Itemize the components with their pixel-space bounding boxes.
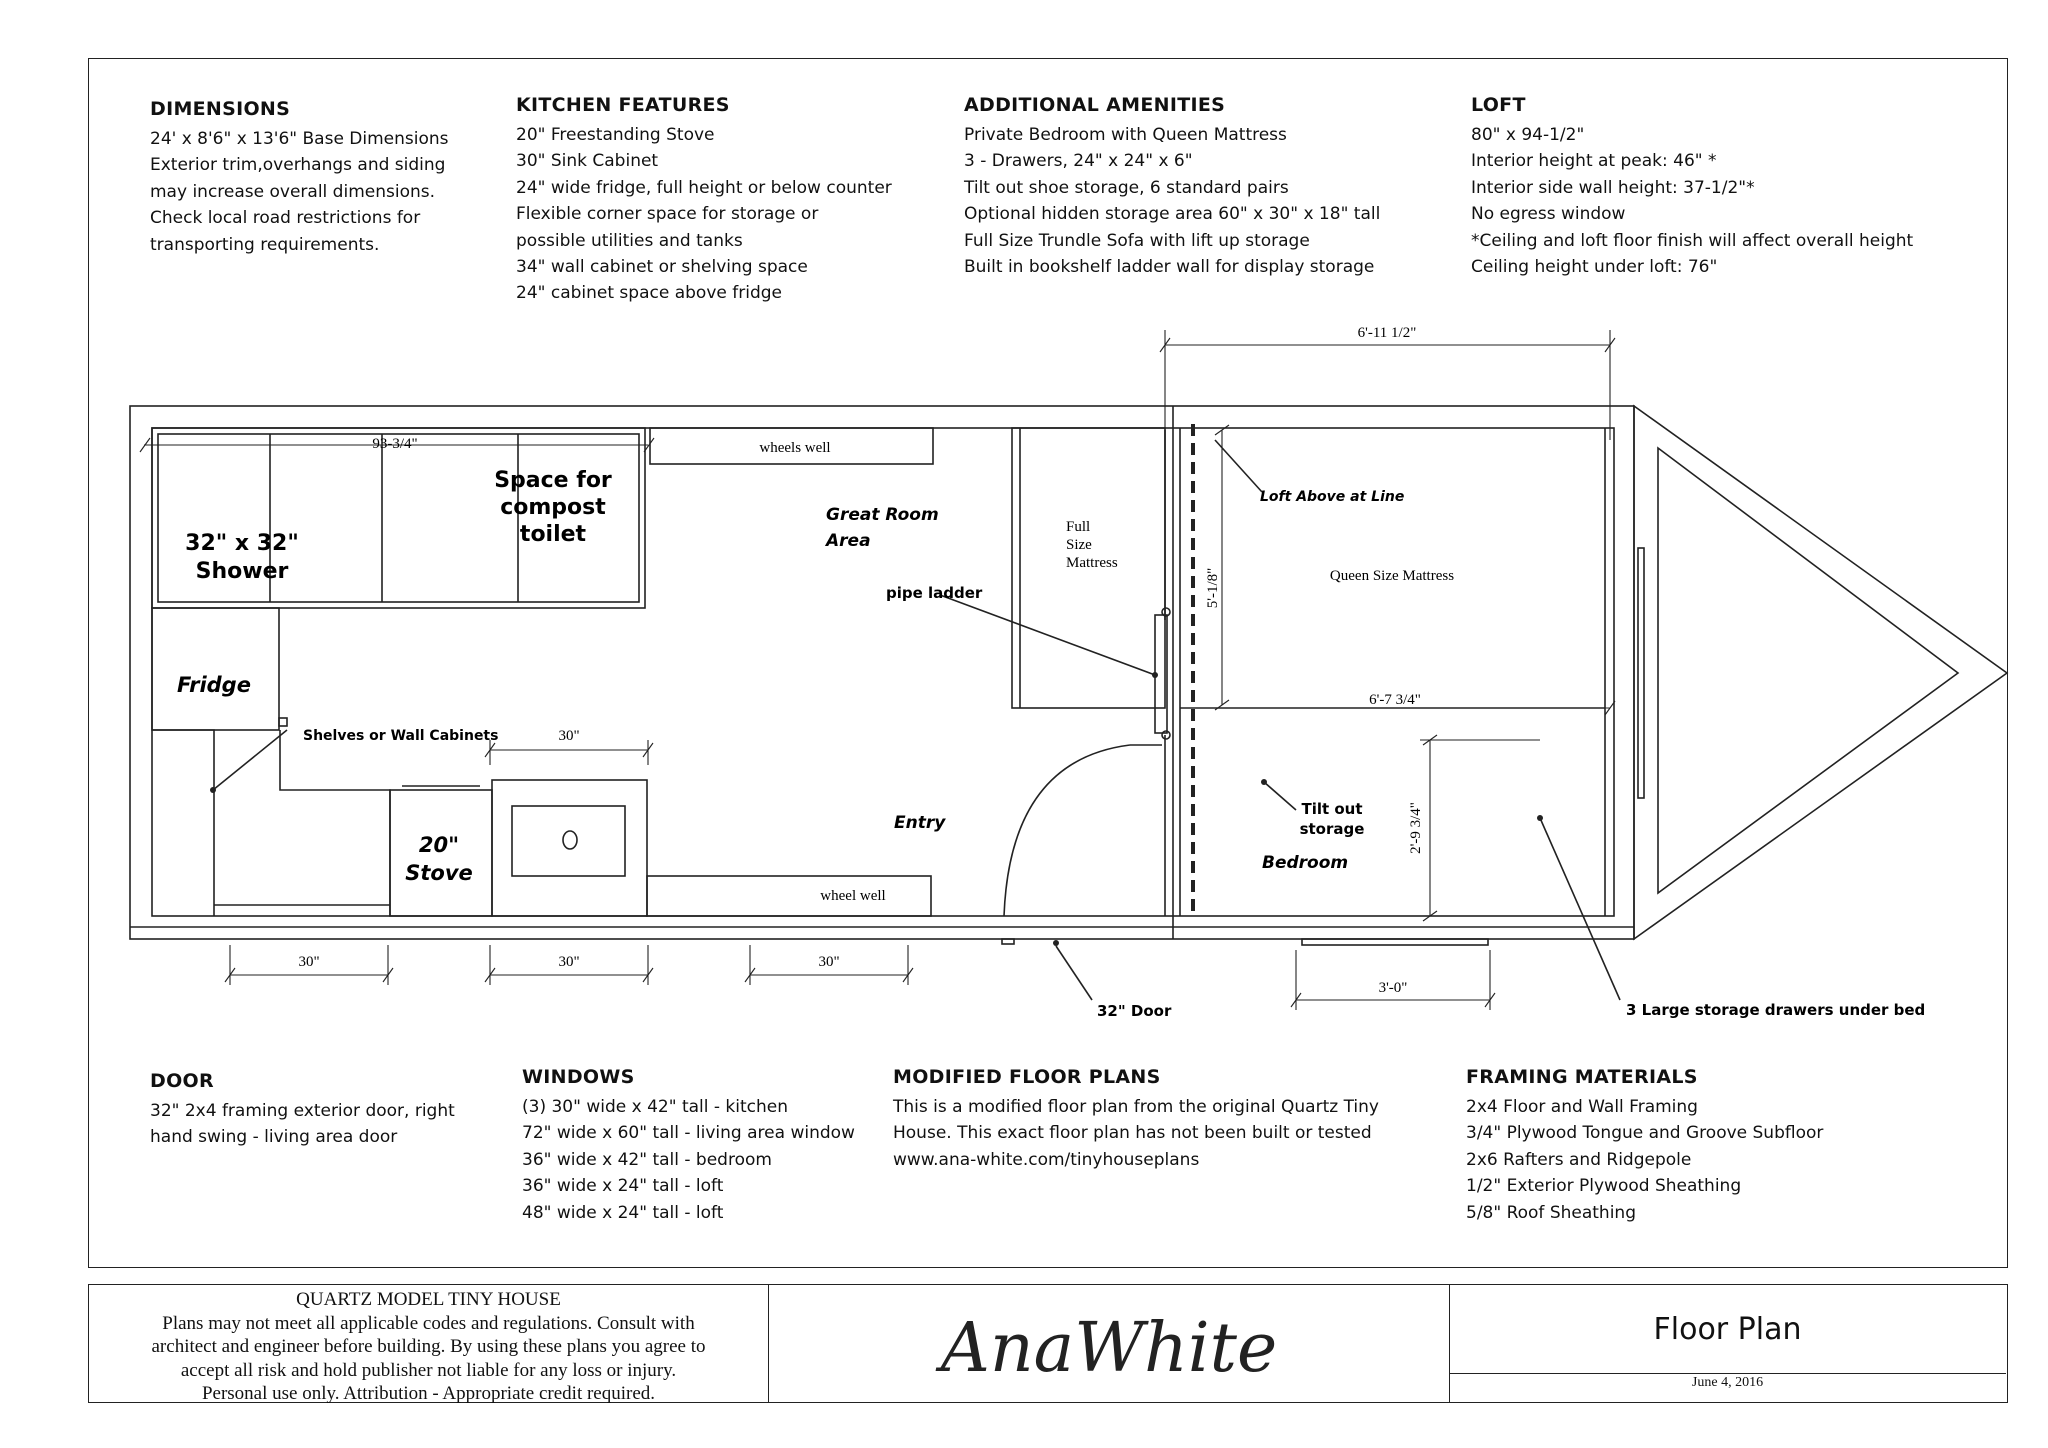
logo-text: AnaWhite <box>940 1309 1278 1388</box>
kitchen-features-heading: KITCHEN FEATURES <box>516 94 730 116</box>
windows-line: 72" wide x 60" tall - living area window <box>522 1123 855 1144</box>
sheet-date: June 4, 2016 <box>1691 1375 1764 1390</box>
windows-line: 48" wide x 24" tall - loft <box>522 1202 724 1223</box>
fridge <box>152 608 279 730</box>
sink-cabinet <box>492 780 647 916</box>
loft-line: Interior height at peak: 46" * <box>1471 151 1717 172</box>
kitchen-line: Flexible corner space for storage or <box>516 204 819 225</box>
wheels-well-top-label: wheels well <box>759 440 831 456</box>
tilt-storage-label: storage <box>1299 820 1365 838</box>
wheel-well-bottom-label: wheel well <box>820 888 886 904</box>
dim-loft-height: 5'-1/8" <box>1205 567 1221 609</box>
trailer-tongue <box>1634 406 2007 939</box>
door-swing <box>1004 745 1130 916</box>
full-mattress-label: Size <box>1066 537 1092 553</box>
logo-panel <box>769 1285 1450 1402</box>
door-size-label: 32" Door <box>1097 1002 1172 1020</box>
door-heading: DOOR <box>150 1070 214 1092</box>
wheel-well-bottom <box>647 876 931 916</box>
dimensions-line: Exterior trim,overhangs and siding <box>150 155 446 176</box>
drawers-label: 3 Large storage drawers under bed <box>1626 1001 1926 1019</box>
pipe-ladder-label: pipe ladder <box>886 584 983 602</box>
windows-line: 36" wide x 42" tall - bedroom <box>522 1149 772 1170</box>
anawhite-logo <box>769 1285 1449 1404</box>
modified-line: This is a modified floor plan from the original Quartz Tiny <box>893 1097 1379 1117</box>
fridge-label: Fridge <box>177 673 251 697</box>
amenities-heading: ADDITIONAL AMENITIES <box>964 94 1226 116</box>
dim-bed-window: 3'-0" <box>1378 980 1408 996</box>
dim-window-kitchen-2: 30" <box>558 954 580 970</box>
framing-line: 2x6 Rafters and Ridgepole <box>1466 1149 1692 1170</box>
kitchen-line: 20" Freestanding Stove <box>516 125 715 145</box>
modified-line: House. This exact floor plan has not been built or tested <box>893 1123 1372 1144</box>
amenities-line: Built in bookshelf ladder wall for display storage <box>964 257 1375 278</box>
dimensions-line: may increase overall dimensions. <box>150 181 435 202</box>
shower-label: Shower <box>195 559 289 584</box>
modified-url: www.ana-white.com/tinyhouseplans <box>893 1149 1200 1170</box>
queen-mattress-label: Queen Size Mattress <box>1329 568 1455 584</box>
stove-label: Stove <box>405 861 473 885</box>
sheet-info <box>1449 1285 2006 1402</box>
loft-line-label: Loft Above at Line <box>1260 489 1405 505</box>
framing-line: 5/8" Roof Sheathing <box>1466 1202 1636 1223</box>
shower-label: 32" x 32" <box>185 531 299 556</box>
dim-top-bedroom: 6'-11 1/2" <box>1357 325 1417 341</box>
model-name: QUARTZ MODEL TINY HOUSE <box>296 1289 561 1310</box>
door-line: 32" 2x4 framing exterior door, right <box>150 1101 455 1121</box>
title-block <box>88 1284 2008 1403</box>
disclaimer-line: architect and engineer before building. By using these plans you agree to <box>151 1336 706 1357</box>
full-mattress-label: Full <box>1066 519 1091 535</box>
framing-heading: FRAMING MATERIALS <box>1466 1066 1698 1088</box>
dim-bed-width: 6'-7 3/4" <box>1369 692 1421 708</box>
loft-line: *Ceiling and loft floor finish will affect overall height <box>1471 230 1914 251</box>
disclaimer-line: Plans may not meet all applicable codes and regulations. Consult with <box>162 1312 695 1334</box>
compost-toilet-label: Space for <box>494 468 612 493</box>
amenities-line: Optional hidden storage area 60" x 30" x 18" tall <box>964 204 1381 225</box>
entry-label: Entry <box>894 813 946 833</box>
loft-line: No egress window <box>1471 204 1626 225</box>
bedroom-label: Bedroom <box>1262 853 1349 873</box>
amenities-line: Full Size Trundle Sofa with lift up storage <box>964 230 1310 251</box>
dim-window-kitchen-1: 30" <box>298 954 320 970</box>
amenities-line: 3 - Drawers, 24" x 24" x 6" <box>964 151 1193 172</box>
windows-heading: WINDOWS <box>522 1066 635 1088</box>
tilt-storage-label: Tilt out <box>1301 800 1363 818</box>
outer-wall <box>130 406 1634 939</box>
dim-bath-width: 93-3/4" <box>372 436 418 452</box>
shelves-label: Shelves or Wall Cabinets <box>303 728 499 744</box>
disclaimer-line: Personal use only. Attribution - Appropriate credit required. <box>201 1383 656 1404</box>
stove-label: 20" <box>418 833 460 857</box>
framing-line: 1/2" Exterior Plywood Sheathing <box>1466 1176 1742 1197</box>
dimensions-line: 24' x 8'6" x 13'6" Base Dimensions <box>150 129 449 149</box>
framing-line: 2x4 Floor and Wall Framing <box>1466 1097 1698 1117</box>
dimensions-line: transporting requirements. <box>150 234 380 255</box>
loft-line: Ceiling height under loft: 76" <box>1471 257 1718 278</box>
dimensions-line: Check local road restrictions for <box>150 208 421 229</box>
dim-window-kitchen-3: 30" <box>818 954 840 970</box>
windows-line: 36" wide x 24" tall - loft <box>522 1176 724 1197</box>
kitchen-line: 30" Sink Cabinet <box>516 151 659 172</box>
kitchen-line: possible utilities and tanks <box>516 230 743 251</box>
trailer-tongue-inner <box>1658 448 1958 893</box>
dimensions-heading: DIMENSIONS <box>150 98 291 120</box>
great-room-label: Area <box>826 531 871 551</box>
dim-bed-depth: 2'-9 3/4" <box>1408 802 1424 854</box>
dim-sink: 30" <box>558 728 580 744</box>
modified-heading: MODIFIED FLOOR PLANS <box>893 1066 1161 1088</box>
kitchen-line: 24" wide fridge, full height or below counter <box>516 177 892 198</box>
loft-line: 80" x 94-1/2" <box>1471 125 1585 145</box>
loft-line: Interior side wall height: 37-1/2"* <box>1471 177 1755 198</box>
amenities-line: Tilt out shoe storage, 6 standard pairs <box>964 177 1289 198</box>
door-line: hand swing - living area door <box>150 1127 398 1148</box>
kitchen-line: 24" cabinet space above fridge <box>516 283 782 304</box>
windows-line: (3) 30" wide x 42" tall - kitchen <box>522 1097 788 1117</box>
disclaimer <box>89 1285 769 1402</box>
loft-heading: LOFT <box>1471 94 1526 116</box>
kitchen-line: 34" wall cabinet or shelving space <box>516 257 808 278</box>
full-mattress-label: Mattress <box>1066 555 1118 571</box>
great-room-label: Great Room <box>826 505 939 525</box>
compost-toilet-label: compost <box>500 495 606 520</box>
amenities-line: Private Bedroom with Queen Mattress <box>964 125 1287 145</box>
compost-toilet-label: toilet <box>519 522 587 547</box>
framing-line: 3/4" Plywood Tongue and Groove Subfloor <box>1466 1123 1824 1144</box>
disclaimer-line: accept all risk and hold publisher not liable for any loss or injury. <box>180 1359 677 1381</box>
sheet-title: Floor Plan <box>1449 1285 2006 1374</box>
